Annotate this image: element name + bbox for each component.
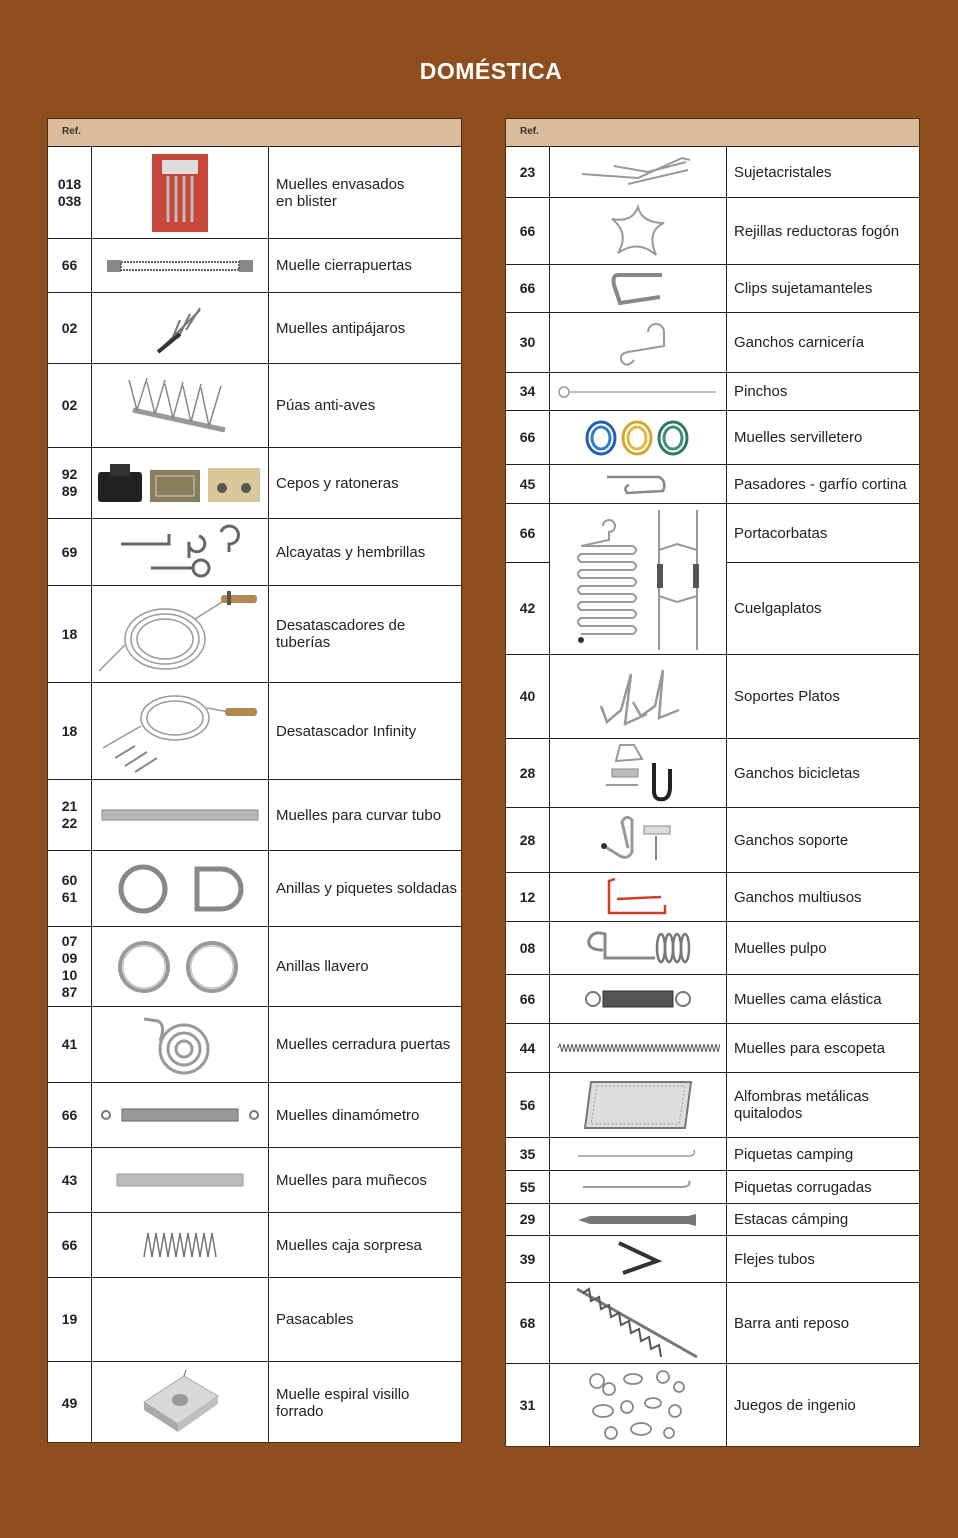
ref-cell: 08: [506, 922, 550, 974]
description-cell: Estacas cámping: [734, 1211, 849, 1228]
description-cell: Soportes Platos: [734, 688, 840, 705]
ref-cell: 60 61: [48, 851, 92, 926]
table-row: [48, 851, 461, 927]
anti-bird-spikes-icon: [92, 364, 269, 447]
image-cell-empty: [92, 1278, 269, 1361]
description-cell: Clips sujetamanteles: [734, 280, 873, 297]
description-cell: Desatascadores de tuberías: [276, 617, 406, 651]
ref-cell: 34: [506, 373, 550, 410]
drain-cleaner-icon: [92, 586, 269, 682]
description-cell: Pasadores - garfío cortina: [734, 475, 907, 493]
description-cell: Muelles para curvar tubo: [276, 806, 442, 824]
table-row: [506, 1283, 919, 1364]
description-cell: Muelles para escopeta: [734, 1039, 885, 1057]
tube-strap-icon: [550, 1236, 727, 1282]
ref-cell: 55: [506, 1171, 550, 1203]
table-row: [48, 519, 461, 586]
table-row: [48, 239, 461, 293]
blister-springs-icon: [92, 147, 269, 238]
tablecloth-clip-icon: [550, 265, 727, 312]
ref-cell: 018 038: [48, 147, 92, 238]
anti-bird-spring-icon: [92, 293, 269, 363]
table-row: [506, 504, 919, 655]
description-cell: Rejillas reductoras fogón: [734, 222, 900, 240]
ref-cell: 31: [506, 1364, 550, 1446]
ref-cell: 66: [48, 239, 92, 292]
description-cell: Portacorbatas: [727, 504, 919, 563]
ref-cell: 29: [506, 1204, 550, 1235]
bicycle-hook-icon: [550, 739, 727, 807]
table-row: [506, 655, 919, 739]
ref-cell: 66: [506, 198, 550, 264]
table-row: [506, 198, 919, 265]
ref-cell: 43: [48, 1148, 92, 1212]
description-cell: Barra anti reposo: [734, 1314, 850, 1332]
description-cell: Púas anti-aves: [276, 397, 376, 414]
drain-cleaner-infinity-icon: [92, 683, 269, 779]
tie-hanger-and-plate-hanger-icon: [550, 504, 727, 654]
table-row: [48, 448, 461, 519]
description-cell: Alcayatas y hembrillas: [276, 543, 426, 561]
pipe-bending-spring-icon: [92, 780, 269, 850]
ref-cell: 23: [506, 147, 550, 197]
metal-mat-icon: [550, 1073, 727, 1137]
table-row: [506, 975, 919, 1024]
shotgun-spring-icon: [550, 1024, 727, 1072]
description-cell: Muelles pulpo: [734, 939, 827, 957]
ref-cell: 35: [506, 1138, 550, 1170]
mouse-traps-icon: [92, 448, 269, 518]
table-header: [506, 119, 919, 147]
left-catalog-table: [47, 118, 462, 1443]
table-row: [48, 1278, 461, 1362]
description-cell: Ganchos soporte: [734, 831, 849, 849]
description-cell: Muelles para muñecos: [276, 1171, 427, 1189]
ref-cell: 19: [48, 1278, 92, 1361]
support-hook-icon: [550, 808, 727, 872]
table-row: [48, 586, 461, 683]
ref-cell: 18: [48, 586, 92, 682]
hooks-eyes-icon: [92, 519, 269, 585]
table-row: [506, 313, 919, 373]
table-row: [48, 293, 461, 364]
ref-cell: 39: [506, 1236, 550, 1282]
table-row: [506, 873, 919, 922]
dynamometer-spring-icon: [92, 1083, 269, 1147]
ref-cell: 92 89: [48, 448, 92, 518]
table-row: [48, 147, 461, 239]
surprise-box-spring-icon: [92, 1213, 269, 1277]
description-cell: Muelles cerradura puertas: [276, 1036, 451, 1053]
curtain-spiral-spring-icon: [92, 1362, 269, 1444]
skewer-icon: [550, 373, 727, 410]
plate-stand-icon: [550, 655, 727, 738]
table-row: [48, 1007, 461, 1083]
ref-cell: 02: [48, 293, 92, 363]
description-cell: Pasacables: [276, 1311, 354, 1328]
table-row: [48, 780, 461, 851]
table-row: [506, 1204, 919, 1236]
table-row: [506, 411, 919, 465]
ref-cell: 30: [506, 313, 550, 372]
description-cell: Cuelgaplatos: [734, 600, 822, 617]
key-rings-icon: [92, 927, 269, 1006]
ref-cell: 42: [519, 600, 536, 616]
ref-cell: 66: [506, 975, 550, 1023]
glass-holder-icon: [550, 147, 727, 197]
table-row: [48, 1083, 461, 1148]
table-row: [506, 373, 919, 411]
octopus-spring-icon: [550, 922, 727, 974]
anti-rest-bar-icon: [550, 1283, 727, 1363]
corrugated-peg-icon: [550, 1171, 727, 1203]
table-row: [506, 147, 919, 198]
description-cell: Alfombras metálicas quitalodos: [734, 1088, 870, 1122]
camping-stake-icon: [550, 1204, 727, 1235]
description-cell: Piquetas corrugadas: [734, 1178, 872, 1196]
description-cell: Anillas y piquetes soldadas: [276, 880, 457, 897]
ref-cell: 66: [506, 265, 550, 312]
napkin-spring-icon: [550, 411, 727, 464]
table-row: [506, 808, 919, 873]
table-row: [506, 1171, 919, 1204]
ref-header: Ref.: [520, 126, 539, 137]
ref-cell: 28: [506, 739, 550, 807]
ref-cell: 66: [48, 1083, 92, 1147]
table-row: [48, 1362, 461, 1444]
ref-cell: 02: [48, 364, 92, 447]
butcher-hook-icon: [550, 313, 727, 372]
ref-cell: 07 09 10 87: [48, 927, 92, 1006]
description-cell: Muelles antipájaros: [276, 319, 406, 337]
table-row: [48, 1148, 461, 1213]
description-cell: Muelles envasados en blister: [276, 175, 405, 210]
door-closer-spring-icon: [92, 239, 269, 292]
description-cell: Ganchos carnicería: [734, 334, 865, 351]
description-cell: Cepos y ratoneras: [276, 474, 399, 492]
description-cell: Desatascador Infinity: [276, 722, 417, 740]
table-row: [506, 922, 919, 975]
description-cell: Muelles dinamómetro: [276, 1106, 420, 1124]
ref-cell: 41: [48, 1007, 92, 1082]
ref-cell: 66: [506, 411, 550, 464]
page-title: DOMÉSTICA: [419, 58, 563, 84]
ref-cell: 68: [506, 1283, 550, 1363]
description-cell: Muelle cierrapuertas: [276, 257, 412, 274]
ref-cell: 44: [506, 1024, 550, 1072]
stove-reducer-grid-icon: [550, 198, 727, 264]
table-row: [506, 739, 919, 808]
table-row: [506, 1364, 919, 1446]
trampoline-spring-icon: [550, 975, 727, 1023]
ref-cell: 49: [48, 1362, 92, 1444]
ref-header: Ref.: [62, 126, 81, 137]
description-cell: Sujetacristales: [734, 163, 832, 181]
description-cell: Ganchos multiusos: [734, 888, 862, 906]
right-catalog-table: [505, 118, 920, 1447]
description-cell: Muelles caja sorpresa: [276, 1236, 422, 1254]
door-lock-spring-icon: [92, 1007, 269, 1082]
description-cell: Pinchos: [734, 383, 788, 400]
curtain-hook-icon: [550, 465, 727, 503]
doll-spring-icon: [92, 1148, 269, 1212]
table-row: [506, 1024, 919, 1073]
table-row: [506, 1236, 919, 1283]
ref-cell: 66: [506, 504, 549, 563]
table-header: [48, 119, 461, 147]
multipurpose-hook-icon: [550, 873, 727, 921]
description-cell: Ganchos bicicletas: [734, 764, 860, 782]
ref-cell: 56: [506, 1073, 550, 1137]
ref-cell: 40: [506, 655, 550, 738]
table-row: [48, 683, 461, 780]
ref-cell: 12: [506, 873, 550, 921]
ref-cell: 18: [48, 683, 92, 779]
table-row: [506, 1073, 919, 1138]
ref-cell: 69: [48, 519, 92, 585]
ref-cell: 28: [506, 808, 550, 872]
ref-cell: 21 22: [48, 780, 92, 850]
table-row: [48, 1213, 461, 1278]
welded-rings-icon: [92, 851, 269, 926]
table-row: [48, 927, 461, 1007]
ref-cell: 66: [48, 1213, 92, 1277]
description-cell: Anillas llavero: [276, 958, 369, 975]
ref-cell: 45: [506, 465, 550, 503]
description-cell: Muelle espiral visillo forrado: [276, 1386, 410, 1420]
camping-peg-icon: [550, 1138, 727, 1170]
table-row: [506, 1138, 919, 1171]
description-cell: Piquetas camping: [734, 1145, 854, 1163]
description-cell: Flejes tubos: [734, 1250, 815, 1268]
description-cell: Juegos de ingenio: [734, 1396, 856, 1414]
table-row: [506, 465, 919, 504]
description-cell: Muelles cama elástica: [734, 990, 882, 1008]
wire-puzzles-icon: [550, 1364, 727, 1446]
table-row: [506, 265, 919, 313]
table-row: [48, 364, 461, 448]
description-cell: Muelles servilletero: [734, 429, 863, 446]
